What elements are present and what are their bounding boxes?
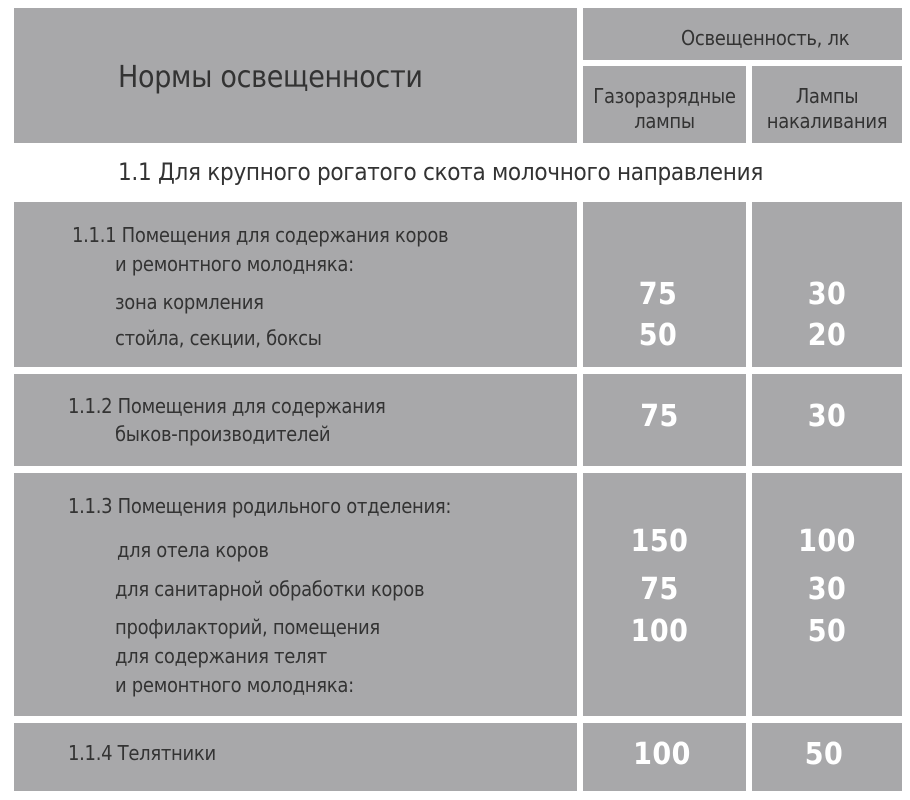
- row-2-col2-value: 30: [807, 399, 847, 434]
- page-title: Нормы освещенности: [118, 60, 423, 95]
- row-2-col1-cell: [583, 374, 746, 466]
- row-4-heading-line1: 1.1.4 Телятники: [68, 741, 216, 765]
- row-3-item-1: для отела коров: [117, 538, 269, 562]
- row-3-item-2: для санитарной обработки коров: [115, 577, 425, 601]
- col2-header-line1: Лампы: [795, 84, 859, 108]
- header-title-cell: [14, 8, 577, 143]
- row-1-col1-value-2: 50: [638, 318, 678, 353]
- row-1-col2-cell: [752, 202, 902, 367]
- illuminance-header: Освещенность, лк: [681, 26, 850, 50]
- row-1-heading-line1: 1.1.1 Помещения для содержания коров: [72, 223, 449, 247]
- row-1-item-1: зона кормления: [115, 290, 264, 314]
- row-3-item-3: профилакторий, помещения: [115, 615, 380, 639]
- row-4-label-cell: [14, 723, 577, 791]
- row-3-col2-cell: [752, 473, 902, 716]
- row-3-col1-cell: [583, 473, 746, 716]
- header-col1-cell: [583, 66, 746, 143]
- row-1-col2-value-2: 20: [807, 318, 847, 353]
- col1-header-line1: Газоразрядные: [593, 84, 736, 108]
- row-3-col1-value-3: 100: [630, 614, 689, 649]
- row-1-col1-value-1: 75: [638, 277, 678, 312]
- row-2-col2-cell: [752, 374, 902, 466]
- row-3-col2-value-2: 30: [807, 572, 847, 607]
- row-4-col2-cell: [752, 723, 902, 791]
- row-3-col2-value-1: 100: [798, 524, 856, 559]
- row-4-col2-value: 50: [804, 737, 844, 772]
- row-4-col1-value: 100: [633, 737, 691, 772]
- row-3-item-4: для содержания телят: [115, 644, 327, 668]
- row-1-col1-cell: [583, 202, 746, 367]
- row-3-label-cell: [14, 473, 577, 716]
- row-2-label-cell: [14, 374, 577, 466]
- row-3-col2-value-3: 50: [807, 614, 847, 649]
- row-3-col1-value-2: 75: [640, 572, 679, 607]
- row-4-col1-cell: [583, 723, 746, 791]
- row-2-col1-value: 75: [640, 399, 679, 434]
- header-group-cell: [583, 8, 902, 60]
- row-2-heading-line2: быков-производителей: [115, 422, 331, 446]
- row-1-col2-value-1: 30: [807, 277, 847, 312]
- row-1-item-2: стойла, секции, боксы: [115, 326, 322, 350]
- section-title: 1.1 Для крупного рогатого скота молочного направления: [118, 158, 764, 186]
- row-3-heading-line1: 1.1.3 Помещения родильного отделения:: [68, 494, 452, 518]
- row-2-heading-line1: 1.1.2 Помещения для содержания: [68, 394, 386, 418]
- row-1-heading-line2: и ремонтного молодняка:: [115, 252, 354, 276]
- row-3-item-5: и ремонтного молодняка:: [115, 673, 354, 697]
- col2-header-line2: накаливания: [766, 109, 888, 133]
- row-3-col1-value-1: 150: [630, 524, 689, 559]
- col1-header-line2: лампы: [634, 109, 695, 133]
- row-1-label-cell: [14, 202, 577, 367]
- header-col2-cell: [752, 66, 902, 143]
